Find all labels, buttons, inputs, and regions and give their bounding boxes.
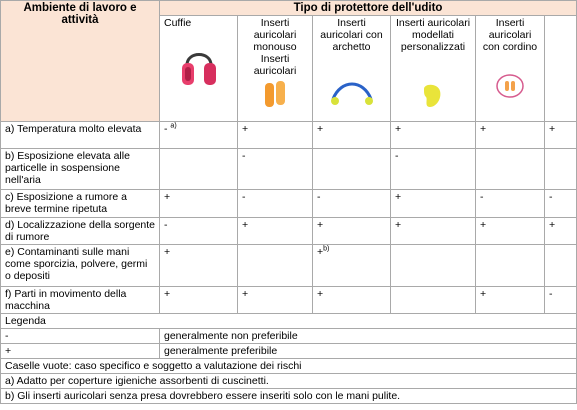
table-cell: -: [160, 218, 238, 245]
table-cell: [476, 149, 545, 190]
column-corded-earplugs-label: Inserti auricolari con cordino: [482, 17, 538, 53]
table-cell: +: [238, 218, 313, 245]
table-cell: -: [238, 190, 313, 218]
table-cell: [391, 287, 476, 314]
earmuff-icon: [179, 47, 219, 91]
table-cell: +: [391, 122, 476, 149]
table-cell: +: [476, 218, 545, 245]
row-label: e) Contaminanti sulle mani come sporcizia, polvere, germi o depositi: [1, 245, 160, 287]
table-row: [1, 190, 577, 218]
column-custom-molded: [391, 16, 476, 122]
table-row: [1, 122, 577, 149]
column-banded-earplugs: [313, 16, 391, 122]
table-cell: -: [313, 190, 391, 218]
table-cell: [160, 149, 238, 190]
footnote-a: a) Adatto per coperture igieniche assorbenti di cuscinetti.: [1, 374, 577, 389]
table-cell: +: [313, 122, 391, 149]
table-cell: [476, 245, 545, 287]
footnote-b: b) Gli inserti auricolari senza presa dovrebbero essere inseriti solo con le mani pulite.: [1, 389, 577, 404]
column-extra: [545, 16, 577, 122]
table-cell: +: [238, 122, 313, 149]
cell-footnote: a): [170, 122, 177, 130]
table-row: [1, 245, 577, 287]
column-earmuffs-label: Cuffie: [164, 17, 192, 29]
table-cell: -: [238, 149, 313, 190]
legend-text: generalmente preferibile: [160, 344, 577, 359]
table-cell: -: [476, 190, 545, 218]
header-environment-label: Ambiente di lavoro e attività: [23, 2, 137, 26]
table-cell: +: [476, 122, 545, 149]
table-cell: +: [391, 190, 476, 218]
table-cell: +: [313, 287, 391, 314]
row-label: f) Parti in movimento della macchina: [1, 287, 160, 314]
table-cell: [238, 245, 313, 287]
legend-symbol: -: [1, 329, 160, 344]
table-cell: +: [545, 122, 577, 149]
table-cell: [313, 149, 391, 190]
column-foam-earplugs: [238, 16, 313, 122]
banded-earplug-icon: [327, 77, 377, 111]
column-earmuffs: [160, 16, 238, 122]
table-row: [1, 149, 577, 190]
cell-value: -: [164, 123, 168, 135]
header-protector-type: [160, 1, 577, 16]
header-environment: [1, 1, 160, 122]
row-label: d) Localizzazione della sorgente di rumore: [1, 218, 160, 245]
column-corded-earplugs: [476, 16, 545, 122]
column-custom-molded-label: Inserti auricolari modellati personalizzati: [395, 17, 471, 53]
table-row: [1, 218, 577, 245]
table-cell: +: [391, 218, 476, 245]
table-cell: [545, 149, 577, 190]
legend-symbol: +: [1, 344, 160, 359]
legend-title: Legenda: [1, 314, 577, 329]
foam-earplug-icon: [259, 77, 291, 111]
table-cell: +: [160, 190, 238, 218]
table-cell: [160, 122, 238, 149]
table-cell: +: [545, 218, 577, 245]
table-cell: -: [545, 190, 577, 218]
cell-footnote: b): [323, 245, 330, 253]
legend-empty-note: Caselle vuote: caso specifico e soggetto a valutazione dei rischi: [1, 359, 577, 374]
table-cell: +: [238, 287, 313, 314]
row-label: b) Esposizione elevata alle particelle in sospensione nell'aria: [1, 149, 160, 190]
legend-row: [1, 344, 577, 359]
legend-row: [1, 329, 577, 344]
column-foam-earplugs-label: Inserti auricolari monouso Inserti auricolari: [253, 17, 297, 77]
table-cell: -: [391, 149, 476, 190]
legend-text: generalmente non preferibile: [160, 329, 577, 344]
table-cell: +: [160, 287, 238, 314]
header-protector-type-label: Tipo di protettore dell'udito: [293, 2, 443, 14]
row-label: c) Esposizione a rumore a breve termine ripetuta: [1, 190, 160, 218]
table-cell: +: [476, 287, 545, 314]
table-cell: -: [545, 287, 577, 314]
row-label: a) Temperatura molto elevata: [1, 122, 160, 149]
cell-value: +: [317, 246, 324, 258]
table-cell: [545, 245, 577, 287]
table-cell: +: [313, 218, 391, 245]
table-cell: [313, 245, 391, 287]
column-banded-earplugs-label: Inserti auricolari con archetto: [320, 17, 383, 53]
table-cell: [391, 245, 476, 287]
corded-earplug-icon: [493, 71, 527, 101]
table-cell: +: [160, 245, 238, 287]
custom-molded-earplug-icon: [418, 81, 448, 111]
table-row: [1, 287, 577, 314]
